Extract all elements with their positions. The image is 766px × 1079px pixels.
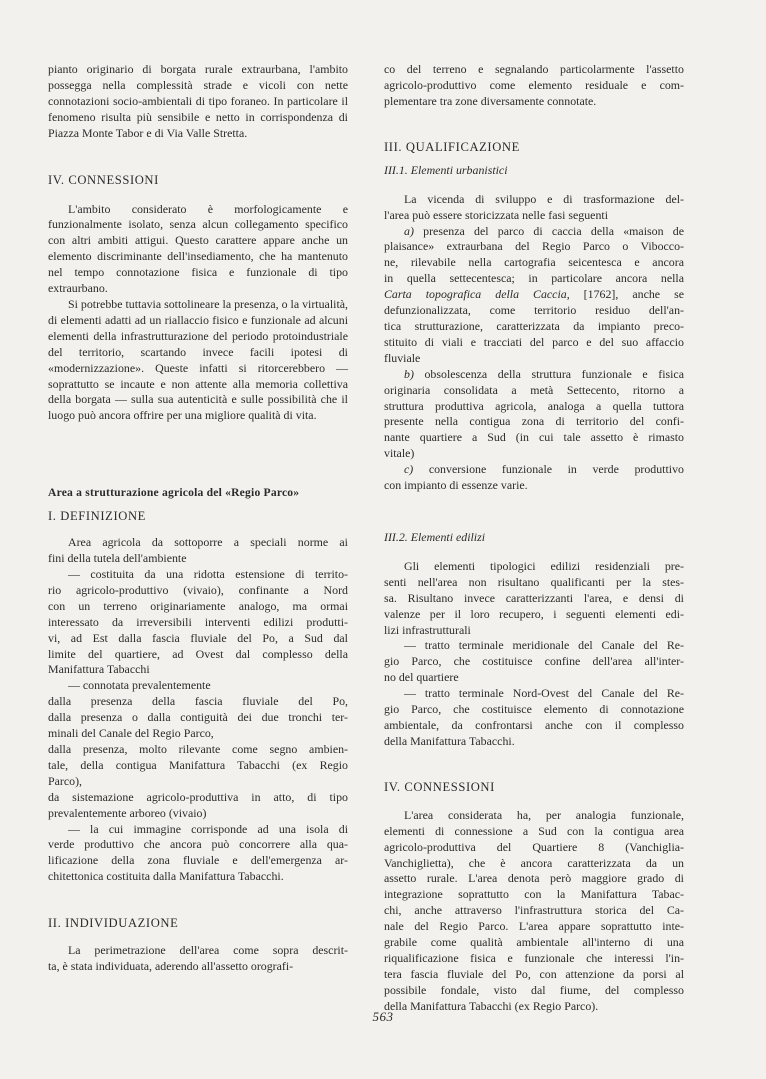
text-line: sa. Risultano invece caratterizzanti l'area, e densi di [384, 590, 684, 605]
text-line: nante quartiere a Sud (in cui tale assetto è rimasto [384, 430, 684, 445]
text-line: fini della tutela dell'ambiente [48, 551, 187, 566]
text-line: gio Parco, che costituisce elemento di connotazione [384, 702, 684, 717]
connessioni-2-text [384, 808, 684, 1015]
text-line: lificazione della zona fluviale e dell'emergenza ar- [48, 853, 348, 868]
elementi-urbanistici-text [384, 192, 684, 494]
text-line: struttura produttiva agricola, analoga a quella tuttora [384, 398, 684, 413]
text-line: gio Parco, che costituisce confine dell'area all'inter- [384, 654, 684, 669]
heading-elementi-urbanistici-text: III.1. Elementi urbanistici [384, 162, 508, 177]
text-line: L'area considerata ha, per analogia funzionale, [404, 807, 684, 822]
heading-elementi-urbanistici [384, 163, 684, 178]
heading-individuazione: II. INDIVIDUAZIONE [48, 916, 179, 931]
text-line: vi, ad Est dalla fascia fluviale del Po, a Sud dal [48, 630, 348, 645]
text-line: co del terreno e segnalando particolarmente l'assetto [384, 62, 684, 76]
text-line: della Manifattura Tabacchi. [384, 733, 515, 748]
heading-qualificazione: III. QUALIFICAZIONE [384, 139, 520, 154]
text-line: fluviale [384, 350, 421, 365]
text-line: Vanchiglietta), che è ancora caratterizzata da un [384, 855, 684, 870]
text-line: dalla presenza o dalla contiguità dei due tronchi ter- [48, 710, 348, 725]
text-line: stituito di viali e tracciati del parco e del suo affaccio [384, 334, 684, 349]
text-line: tica strutturazione, caratterizzata da impianto preco- [384, 318, 684, 333]
text-line: ne, rilevabile nella cartografia seicentesca e ancora [384, 255, 684, 270]
intro-paragraph: pianto originario di borgata rurale extraurbana, l'ambito possegga nella complessità strade e vicoli con nette connotazioni socio-ambientali di tipo foraneo. In particolare il fenomeno risulta più sensibile e netto in corrispondenza di Piazza Monte Tabor e di Via Valle Stretta. [48, 62, 348, 140]
text-line: in quella settecentesca; in particolare ancora nella [384, 271, 684, 286]
text-line: integrazione soprattutto con la Manifattura Tabac- [384, 887, 684, 902]
text-line: Parco), [48, 773, 83, 788]
text-line: con un terreno originariamente analogo, ma ormai [48, 598, 348, 613]
text-line: c) conversione funzionale in verde produttivo [404, 462, 684, 477]
text-line: defunzionalizzata, come territorio residuo dell'an- [384, 303, 684, 318]
elementi-edilizi-text [384, 559, 684, 750]
text-line: prevalentemente arboreo (vivaio) [48, 805, 207, 820]
list-marker: b) [404, 366, 414, 381]
text-line: senti nell'area non risultano qualificanti per la stes- [384, 574, 684, 589]
text-line: verde produttivo che ancora può concorrere alla qua- [48, 837, 348, 852]
continuation-text [384, 62, 684, 110]
text-line: l'area può essere storicizzata nelle fasi seguenti [384, 207, 608, 222]
text-line: dalla presenza, molto rilevante come segno ambien- [48, 742, 348, 756]
heading-elementi-edilizi [384, 530, 684, 545]
text-line: tera fascia fluviale del Po, con attenzione da porsi al [384, 966, 684, 981]
text-line: Gli elementi tipologici edilizi residenziali pre- [404, 558, 684, 573]
text-line: plementare tra zone diversamente connotate. [384, 93, 597, 108]
text-line: chi, anche attraverso l'infrastruttura storica del Ca- [384, 903, 684, 918]
heading-connessioni-2: IV. CONNESSIONI [384, 779, 495, 794]
connessioni-paragraph-2: Si potrebbe tuttavia sottolineare la presenza, o la virtualità, di elementi adatti ad un riallaccio fisico e funzionale ad alcuni elementi della infrastrutturazione del periodo protoindustriale del territorio, scartando invece facili ipotesi di «modernizzazione». Queste infatti si ritorcerebbero — soprattutto se incaute e non attente alla memoria collettiva della borgata — sulla sua autenticità e sulle possibilità che il luogo può ancora offrire per una migliore qualità di vita. [48, 296, 348, 423]
text-line: interessato da irreversibili interventi edilizi produtti- [48, 614, 348, 629]
text-line: Carta topografica della Caccia, [1762], anche se [384, 287, 684, 302]
text-line: — connotata prevalentemente [68, 678, 211, 693]
text-line: rio agricolo-produttivo (vivaio), confinante a Nord [48, 582, 348, 597]
text-line: chitettonica costituita dalla Manifattura Tabacchi. [48, 869, 284, 884]
text-line: b) obsolescenza della struttura funzionale e fisica [404, 366, 684, 381]
text-line: Area agricola da sottoporre a speciali norme ai [68, 535, 348, 550]
text-line: grabile come qualità ambientale all'interno di una [384, 935, 684, 950]
text-line: assetto rurale. L'area denota però maggiore grado di [384, 871, 684, 886]
heading-definizione: I. DEFINIZIONE [48, 509, 146, 524]
page-number: 563 [372, 1009, 394, 1024]
text-line: originaria consolidata a metà Settecento, ritorno a [384, 382, 684, 397]
text-line: riqualificazione fisica e funzionale che interessi l'in- [384, 950, 684, 965]
text-line: La vicenda di sviluppo e di trasformazione del- [404, 191, 684, 206]
text-line: da sistemazione agricolo-produttiva in atto, di tipo [48, 789, 348, 804]
text-line: La perimetrazione dell'area come sopra descrit- [68, 943, 348, 958]
individuazione-text [48, 943, 348, 975]
text-line: nale del Regio Parco. L'area appare soprattutto inte- [384, 919, 684, 934]
text-line: ambientale, da confrontarsi anche con il complesso [384, 718, 684, 732]
text-line: limite del quartiere, ad Ovest dal complesso della [48, 646, 348, 661]
text-line: lizi infrastrutturali [384, 622, 471, 637]
heading-elementi-edilizi-text: III.2. Elementi edilizi [384, 529, 486, 544]
text-line: presente nella contigua zona di territorio del confi- [384, 414, 684, 429]
text-line: — costituita da una ridotta estensione di territo- [68, 567, 348, 582]
left-column [48, 62, 348, 975]
right-column [384, 62, 684, 1015]
definizione-text [48, 535, 348, 885]
text-line: Manifattura Tabacchi [48, 662, 150, 677]
heading-connessioni: IV. CONNESSIONI [48, 172, 159, 187]
map-title: Carta topografica della Caccia [384, 287, 567, 302]
connessioni-paragraph-1: L'ambito considerato è morfologicamente e funzionalmente isolato, senza alcun collegamento specifico con altri ambiti attigui. Questo carattere appare anche un elemento discriminante dell'insediamento, che ha mantenuto nel tempo connotazione fisica e funzionale di tipo extraurbano. [48, 201, 348, 296]
area-title: Area a strutturazione agricola del «Regio Parco» [48, 486, 300, 500]
text-line: — tratto terminale Nord-Ovest del Canale del Re- [404, 686, 684, 701]
text-line: tale, della contigua Manifattura Tabacchi (ex Regio [48, 757, 348, 772]
text-line: dalla presenza della fascia fluviale del Po, [48, 694, 348, 709]
text-line: agricolo-produttiva del Quartiere 8 (Vanchiglia- [384, 839, 684, 854]
text-line: — la cui immagine corrisponde ad una isola di [68, 821, 348, 836]
text-line: vitale) [384, 446, 415, 461]
list-marker: c) [404, 462, 414, 477]
text-line: no del quartiere [384, 670, 459, 685]
text-line: possibile fondale, visto dal fiume, del complesso [384, 982, 684, 997]
text-line: con impianto di essenze varie. [384, 478, 528, 493]
text-line: — tratto terminale meridionale del Canale del Re- [404, 638, 684, 653]
text-line: della Manifattura Tabacchi (ex Regio Parco). [384, 998, 599, 1013]
list-marker: a) [404, 223, 414, 238]
text-line: plaisance» extraurbana del Regio Parco o Viboccо- [384, 239, 684, 254]
text-line: minali del Canale del Regio Parco, [48, 726, 214, 741]
text-line: a) presenza del parco di caccia della «maison de [404, 223, 684, 238]
text-line: elementi di connessione a Sud con la contigua area [384, 823, 684, 838]
text-line: agricolo-produttivo come elemento residuale e com- [384, 77, 684, 92]
text-line: valenze per il loro recupero, i seguenti elementi edi- [384, 606, 684, 621]
text-line: ta, è stata individuata, aderendo all'assetto orografi- [48, 959, 294, 974]
